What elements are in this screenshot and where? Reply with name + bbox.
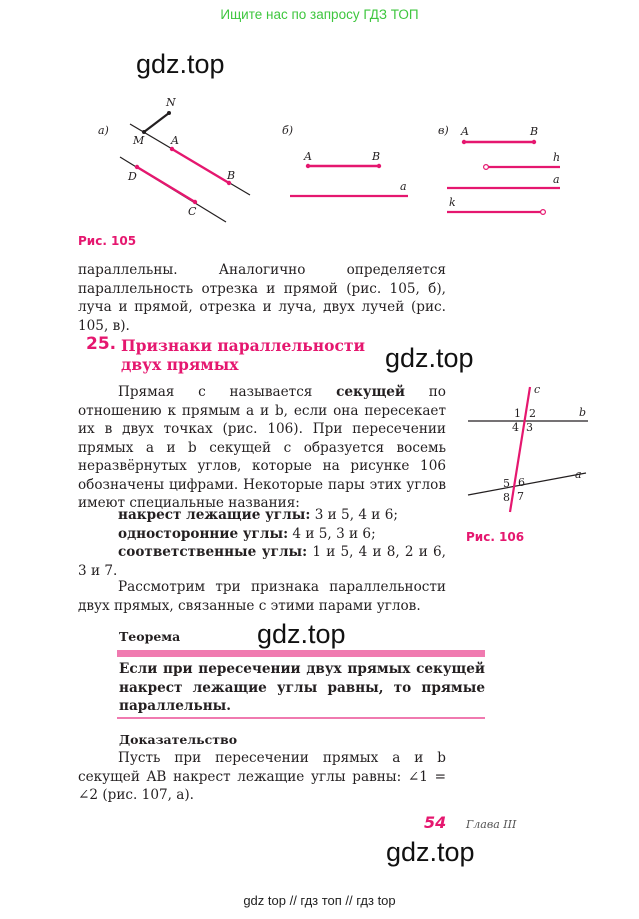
fig105-label-b: б) bbox=[282, 124, 294, 137]
angle-pair-same-side bbox=[78, 525, 446, 544]
fig106-caption: Рис. 106 bbox=[466, 530, 525, 544]
ray-label-k: k bbox=[449, 196, 456, 209]
point-a-b: A bbox=[304, 150, 312, 163]
para1-end: по отношению к прямым a и b, если она пересекает их в двух точках (рис. 106). При пересечении прямых a и b секущей c образуется восемь неразвёрнутых углов, которые на рисунке 106 обозначены цифрами. Некоторые пары этих углов имеют специальные названия: bbox=[78, 384, 446, 511]
angle-6: 6 bbox=[518, 476, 525, 489]
point-n: N bbox=[166, 96, 176, 109]
section-title-line1: Признаки параллельности bbox=[121, 336, 365, 355]
line-label-c: c bbox=[534, 383, 541, 396]
angle-3: 3 bbox=[526, 421, 533, 434]
point-b-b: B bbox=[372, 150, 381, 163]
line-label-a-b: a bbox=[400, 180, 407, 193]
intro-paragraph: параллельны. Аналогично определяется параллельность отрезка и прямой (рис. 105, б), луча и прямой, отрезка и луча, двух лучей (рис. 105, в). bbox=[78, 262, 446, 334]
term-secant: секущей bbox=[336, 384, 406, 400]
angle-pair-term: соответственные углы: bbox=[118, 544, 308, 560]
line-label-a-c: a bbox=[553, 173, 560, 186]
theorem-text: Если при пересечении двух прямых секущей накрест лежащие углы равны, то прямые параллельны. bbox=[119, 661, 485, 714]
point-b: B bbox=[227, 169, 236, 182]
watermark: gdz.top bbox=[385, 343, 474, 373]
point-b-c: B bbox=[530, 125, 539, 138]
fig105-label-a: а) bbox=[98, 124, 109, 137]
paragraph-three-criteria: Рассмотрим три признака параллельности двух прямых, связанные с этими парами углов. bbox=[78, 579, 446, 614]
point-d: D bbox=[128, 170, 137, 183]
theorem-bottom-line bbox=[117, 717, 485, 719]
point-m: M bbox=[133, 134, 145, 147]
angle-4: 4 bbox=[512, 421, 519, 434]
angle-pair-alternate bbox=[78, 506, 446, 525]
angle-pair-term: накрест лежащие углы: bbox=[118, 507, 311, 523]
angle-pair-corresponding bbox=[78, 543, 446, 580]
angle-2: 2 bbox=[529, 407, 536, 420]
figure-106 bbox=[462, 380, 597, 515]
section-number: 25. bbox=[86, 334, 117, 354]
proof-text: Пусть при пересечении прямых a и b секущей AB накрест лежащие углы равны: ∠1 = ∠2 (рис. 107, а). bbox=[78, 750, 446, 803]
theorem-heading: Теорема bbox=[119, 629, 181, 644]
line-label-b: b bbox=[579, 406, 587, 419]
bottom-links[interactable]: gdz top // гдз топ // гдз top bbox=[243, 893, 396, 908]
section-title-line2: двух прямых bbox=[121, 355, 239, 374]
segment-dc bbox=[137, 167, 195, 202]
segment-ab bbox=[172, 149, 229, 183]
point-a: A bbox=[171, 134, 179, 147]
watermark: gdz.top bbox=[136, 49, 225, 79]
line-a bbox=[468, 473, 586, 495]
angle-8: 8 bbox=[503, 491, 510, 504]
line-label-a: a bbox=[575, 468, 582, 481]
page-number: 54 bbox=[424, 813, 447, 832]
angle-pair-value: 3 и 5, 4 и 6; bbox=[310, 507, 398, 523]
theorem-top-bar bbox=[117, 650, 485, 657]
watermark: gdz.top bbox=[257, 619, 346, 649]
proof-heading: Доказательство bbox=[119, 732, 238, 747]
angle-pair-value: 1 и 5, 4 и 8, 2 и 6, 3 и 7. bbox=[78, 544, 446, 579]
chapter-label: Глава III bbox=[466, 818, 517, 831]
fig105-caption: Рис. 105 bbox=[78, 234, 137, 248]
angle-7: 7 bbox=[517, 490, 524, 503]
para1-start: Прямая c называется bbox=[118, 384, 337, 400]
point-a-c: A bbox=[461, 125, 469, 138]
top-banner: Ищите нас по запросу ГДЗ ТОП bbox=[220, 7, 419, 22]
segment-mn bbox=[144, 113, 169, 132]
ray-label-h: h bbox=[553, 151, 561, 164]
section-title bbox=[121, 336, 365, 374]
angle-5: 5 bbox=[503, 477, 510, 490]
fig105-label-c: в) bbox=[438, 124, 449, 137]
figure-105 bbox=[90, 92, 580, 232]
watermark: gdz.top bbox=[386, 837, 475, 867]
angle-pairs-list bbox=[78, 506, 446, 580]
paragraph-secant bbox=[78, 383, 446, 513]
point-c: C bbox=[188, 205, 197, 218]
angle-pair-value: 4 и 5, 3 и 6; bbox=[288, 525, 376, 542]
angle-pair-term: односторонние углы: bbox=[118, 525, 289, 542]
angle-1: 1 bbox=[514, 407, 521, 420]
